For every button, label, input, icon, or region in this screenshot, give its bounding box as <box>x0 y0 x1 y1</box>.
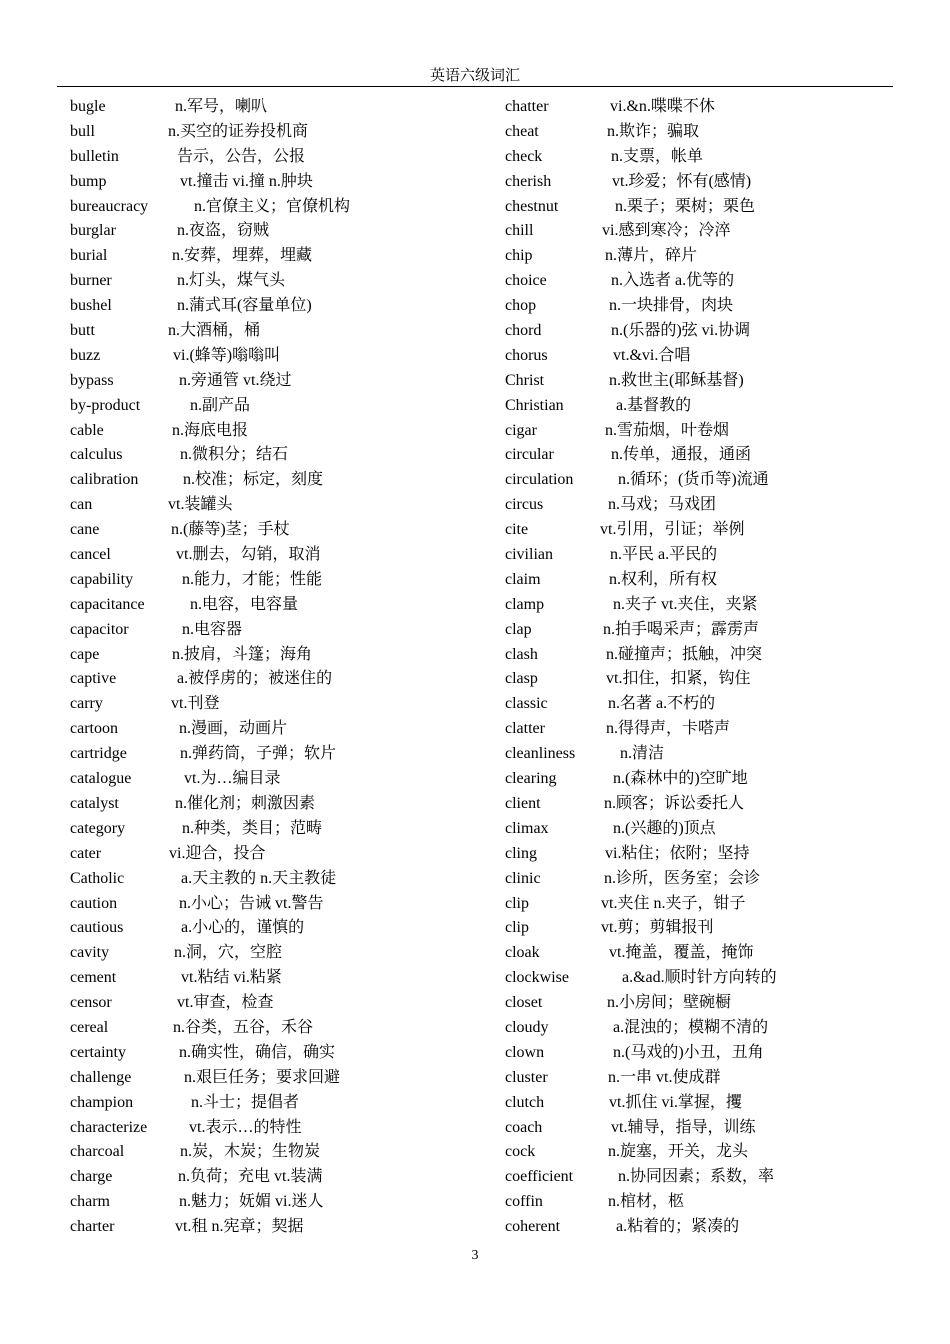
vocab-definition: vt.珍爱；怀有(感情) <box>612 172 752 190</box>
vocab-word: clown <box>505 1043 545 1061</box>
vocab-word: by-product <box>70 396 141 414</box>
vocab-entry <box>70 817 490 842</box>
vocab-entry <box>505 792 925 817</box>
vocab-definition: n.循环；(货币等)流通 <box>618 471 769 489</box>
vocab-definition: n.清洁 <box>620 745 665 763</box>
vocab-definition: vt.审查，检查 <box>177 994 274 1012</box>
vocab-entry <box>70 767 490 792</box>
vocab-definition: n.雪茄烟，叶卷烟 <box>605 421 730 439</box>
vocab-definition: n.谷类，五谷，禾谷 <box>173 1018 314 1036</box>
vocab-entry <box>70 667 490 692</box>
vocab-definition: n.能力，才能；性能 <box>182 570 323 588</box>
vocab-word: civilian <box>505 546 553 564</box>
vocab-word: cautious <box>70 919 124 937</box>
vocab-entry <box>505 892 925 917</box>
vocab-word: clatter <box>505 720 545 738</box>
vocab-entry <box>505 1091 925 1116</box>
vocab-word: cartridge <box>70 745 127 763</box>
vocab-word: chip <box>505 247 533 265</box>
vocab-word: butt <box>70 322 95 340</box>
vocab-definition: vi.迎合，投合 <box>169 844 266 862</box>
vocab-word: Christian <box>505 396 564 414</box>
vocab-definition: n.买空的证券投机商 <box>168 122 309 140</box>
vocab-entry <box>505 344 925 369</box>
vocab-word: chill <box>505 222 534 240</box>
vocab-definition: n.(兴趣的)顶点 <box>613 819 716 837</box>
vocab-definition: n.炭，木炭；生物炭 <box>180 1143 321 1161</box>
vocab-definition: vt.&vi.合唱 <box>613 346 691 364</box>
vocab-word: clasp <box>505 670 538 688</box>
vocab-definition: n.夹子 vt.夹住，夹紧 <box>613 595 758 613</box>
vocab-word: bull <box>70 122 95 140</box>
vocab-entry <box>505 518 925 543</box>
vocab-entry <box>505 419 925 444</box>
vocab-entry <box>70 344 490 369</box>
vocab-word: Catholic <box>70 869 125 887</box>
vocab-word: cancel <box>70 546 111 564</box>
vocab-word: censor <box>70 994 112 1012</box>
vocab-entry <box>505 692 925 717</box>
vocab-entry <box>505 195 925 220</box>
vocab-word: Christ <box>505 371 545 389</box>
vocab-definition: vt.刊登 <box>171 695 220 713</box>
vocab-word: bump <box>70 172 107 190</box>
vocab-word: cavity <box>70 944 110 962</box>
vocab-entry <box>70 394 490 419</box>
vocab-definition: n.名著 a.不朽的 <box>608 695 716 713</box>
vocab-definition: vt.夹住 n.夹子，钳子 <box>601 894 746 912</box>
vocab-entry <box>70 269 490 294</box>
vocab-definition: n.支票，帐单 <box>611 147 704 165</box>
vocab-definition: a.粘着的；紧凑的 <box>616 1218 740 1236</box>
vocab-word: charm <box>70 1193 110 1211</box>
vocab-entry <box>505 468 925 493</box>
vocab-entry <box>505 916 925 941</box>
vocab-definition: n.大酒桶，桶 <box>168 322 261 340</box>
vocab-word: characterize <box>70 1118 148 1136</box>
vocab-word: chorus <box>505 346 548 364</box>
vocab-word: capability <box>70 570 134 588</box>
vocab-entry <box>505 1116 925 1141</box>
vocab-word: cherish <box>505 172 552 190</box>
vocab-definition: n.艰巨任务；要求回避 <box>184 1068 341 1086</box>
vocab-entry <box>70 369 490 394</box>
vocab-word: chatter <box>505 98 549 115</box>
vocab-entry <box>505 593 925 618</box>
vocab-word: closet <box>505 994 543 1012</box>
vocab-word: clap <box>505 620 532 638</box>
vocab-definition: n.魅力；妩媚 vi.迷人 <box>179 1193 324 1211</box>
vocab-entry <box>505 667 925 692</box>
vocab-word: clockwise <box>505 969 569 987</box>
vocab-word: bulletin <box>70 147 119 165</box>
vocab-entry <box>70 244 490 269</box>
vocab-entry <box>505 219 925 244</box>
vocab-word: bureaucracy <box>70 197 149 215</box>
vocab-definition: n.电容器 <box>182 620 243 638</box>
page-number: 3 <box>471 1248 479 1263</box>
vocab-entry <box>70 195 490 220</box>
vocab-definition: n.救世主(耶稣基督) <box>609 371 744 389</box>
vocab-entry <box>505 742 925 767</box>
vocab-definition: n.得得声，卡嗒声 <box>606 720 731 738</box>
vocab-word: caution <box>70 894 118 912</box>
vocab-definition: n.校准；标定，刻度 <box>183 471 324 489</box>
vocab-entry <box>70 468 490 493</box>
vocab-entry <box>505 867 925 892</box>
vocab-entry <box>70 892 490 917</box>
vocab-word: captive <box>70 670 117 688</box>
vocab-word: coefficient <box>505 1168 574 1186</box>
vocab-definition: vt.删去，勾销，取消 <box>176 546 321 564</box>
vocab-definition: n.负荷；充电 vt.装满 <box>178 1168 323 1186</box>
vocab-word: coherent <box>505 1218 561 1236</box>
vocab-definition: n.灯头，煤气头 <box>177 272 286 290</box>
vocab-definition: n.副产品 <box>190 396 251 414</box>
vocab-entry <box>70 294 490 319</box>
vocab-entry <box>505 568 925 593</box>
vocab-definition: n.种类，类目；范畴 <box>182 819 323 837</box>
vocab-definition: n.旋塞，开关，龙头 <box>608 1143 749 1161</box>
vocab-word: coach <box>505 1118 543 1136</box>
vocab-entry <box>70 1215 490 1240</box>
vocab-definition: vi.&n.喋喋不休 <box>610 98 715 115</box>
vocab-entry <box>505 145 925 170</box>
vocab-entry <box>505 618 925 643</box>
vocab-definition: n.斗士；提倡者 <box>191 1093 300 1111</box>
vocab-entry <box>505 842 925 867</box>
vocab-definition: vt.租 n.宪章；契据 <box>175 1218 304 1236</box>
vocab-entry <box>505 991 925 1016</box>
vocab-word: choice <box>505 272 547 290</box>
vocab-entry <box>70 692 490 717</box>
vocab-word: charge <box>70 1168 113 1186</box>
vocab-entry <box>70 1041 490 1066</box>
vocab-entry <box>505 767 925 792</box>
vocab-entry <box>70 1165 490 1190</box>
vocab-entry <box>70 170 490 195</box>
vocab-word: chop <box>505 297 537 315</box>
vocab-definition: n.(森林中的)空旷地 <box>613 770 748 788</box>
vocab-entry <box>505 1215 925 1240</box>
vocab-entry <box>70 966 490 991</box>
vocab-word: can <box>70 496 93 514</box>
vocab-entry <box>505 1140 925 1165</box>
vocab-definition: n.电容，电容量 <box>190 595 299 613</box>
vocab-entry <box>505 319 925 344</box>
vocab-entry <box>70 593 490 618</box>
vocab-entry <box>505 817 925 842</box>
vocab-definition: vt.扣住，扣紧，钩住 <box>606 670 751 688</box>
vocab-definition: n.披肩，斗篷；海角 <box>172 645 313 663</box>
vocab-word: clip <box>505 894 529 912</box>
vocab-word: category <box>70 819 126 837</box>
vocab-definition: n.军号，喇叭 <box>175 98 268 115</box>
vocab-definition: vt.掩盖，覆盖，掩饰 <box>609 944 754 962</box>
vocab-definition: a.混浊的；模糊不清的 <box>613 1018 769 1036</box>
vocab-definition: vi.粘住；依附；坚持 <box>605 844 750 862</box>
vocab-definition: vt.辅导，指导，训练 <box>611 1118 756 1136</box>
vocab-word: catalogue <box>70 770 132 788</box>
vocab-definition: vt.抓住 vi.掌握，攫 <box>609 1093 742 1111</box>
vocab-word: client <box>505 794 541 812</box>
vocab-word: cereal <box>70 1018 109 1036</box>
vocab-entry <box>505 543 925 568</box>
vocab-entry <box>505 294 925 319</box>
vocab-entry <box>70 1066 490 1091</box>
vocab-entry <box>70 867 490 892</box>
vocab-definition: n.栗子；栗树；栗色 <box>615 197 756 215</box>
left-vocabulary-column <box>70 95 490 1240</box>
vocab-definition: a.小心的，谨慎的 <box>181 919 305 937</box>
vocab-definition: n.棺材，柩 <box>608 1193 685 1211</box>
vocab-definition: n.传单，通报，通函 <box>611 446 752 464</box>
vocab-word: cigar <box>505 421 537 439</box>
vocab-definition: n.小房间；壁碗橱 <box>607 994 732 1012</box>
vocab-word: cement <box>70 969 117 987</box>
vocab-entry <box>70 1140 490 1165</box>
vocab-definition: n.顾客；诉讼委托人 <box>604 794 745 812</box>
vocab-word: charcoal <box>70 1143 125 1161</box>
vocab-definition: n.权利，所有权 <box>609 570 718 588</box>
vocab-word: cater <box>70 844 102 862</box>
vocab-word: clamp <box>505 595 545 613</box>
vocab-word: circular <box>505 446 554 464</box>
vocab-word: clutch <box>505 1093 545 1111</box>
vocab-definition: n.诊所，医务室；会诊 <box>604 869 761 887</box>
vocab-definition: n.平民 a.平民的 <box>610 546 718 564</box>
vocab-word: chord <box>505 322 542 340</box>
vocab-definition: n.官僚主义；官僚机构 <box>194 197 351 215</box>
vocab-definition: n.洞，穴，空腔 <box>174 944 283 962</box>
vocab-word: chestnut <box>505 197 559 215</box>
vocab-word: claim <box>505 570 541 588</box>
vocab-entry <box>505 1041 925 1066</box>
vocab-entry <box>70 792 490 817</box>
vocab-word: check <box>505 147 543 165</box>
vocab-definition: vi.(蜂等)嗡嗡叫 <box>173 346 281 364</box>
vocab-word: climax <box>505 819 549 837</box>
vocab-entry <box>70 568 490 593</box>
vocab-word: capacitance <box>70 595 145 613</box>
vocab-entry <box>505 120 925 145</box>
vocab-word: calibration <box>70 471 139 489</box>
vocab-definition: n.弹药筒，子弹；软片 <box>180 745 337 763</box>
vocab-definition: a.被俘虏的；被迷住的 <box>177 670 333 688</box>
vocab-definition: n.确实性，确信，确实 <box>179 1043 336 1061</box>
vocab-entry <box>505 269 925 294</box>
vocab-entry <box>505 443 925 468</box>
vocab-word: classic <box>505 695 548 713</box>
vocab-definition: a.基督教的 <box>616 396 692 414</box>
vocab-word: clash <box>505 645 538 663</box>
vocab-entry <box>70 120 490 145</box>
vocab-definition: n.拍手喝采声；霹雳声 <box>603 620 760 638</box>
vocab-word: cable <box>70 421 104 439</box>
vocab-word: catalyst <box>70 794 119 812</box>
vocab-definition: n.微积分；结石 <box>180 446 289 464</box>
vocab-word: cheat <box>505 122 539 140</box>
vocab-entry <box>70 1016 490 1041</box>
vocab-entry <box>505 966 925 991</box>
vocab-definition: n.催化剂；刺激因素 <box>175 794 316 812</box>
vocab-definition: n.安葬，埋葬，埋藏 <box>172 247 313 265</box>
vocab-entry <box>70 1190 490 1215</box>
vocab-entry <box>505 1190 925 1215</box>
vocab-entry <box>70 95 490 120</box>
vocab-definition: n.旁通管 vt.绕过 <box>179 371 292 389</box>
vocab-definition: 告示，公告，公报 <box>177 147 306 165</box>
vocab-word: clip <box>505 919 529 937</box>
vocab-definition: n.入选者 a.优等的 <box>611 272 735 290</box>
vocab-entry <box>505 1165 925 1190</box>
vocab-entry <box>70 717 490 742</box>
vocab-word: burial <box>70 247 108 265</box>
vocab-definition: a.天主教的 n.天主教徒 <box>181 869 337 887</box>
vocab-definition: n.(乐器的)弦 vi.协调 <box>611 322 751 340</box>
vocab-entry <box>70 518 490 543</box>
vocab-word: cartoon <box>70 720 118 738</box>
vocab-entry <box>70 1091 490 1116</box>
vocab-definition: n.协同因素；系数，率 <box>618 1168 775 1186</box>
vocab-word: circulation <box>505 471 574 489</box>
vocab-word: bushel <box>70 297 112 315</box>
vocab-word: cock <box>505 1143 536 1161</box>
vocab-definition: n.漫画，动画片 <box>179 720 288 738</box>
vocab-entry <box>70 145 490 170</box>
vocab-word: cane <box>70 521 100 539</box>
vocab-entry <box>70 916 490 941</box>
vocab-entry <box>505 170 925 195</box>
vocab-definition: n.薄片，碎片 <box>605 247 698 265</box>
vocab-word: cape <box>70 645 100 663</box>
vocab-entry <box>505 394 925 419</box>
vocab-definition: n.马戏；马戏团 <box>608 496 717 514</box>
vocab-entry <box>70 991 490 1016</box>
vocab-entry <box>505 244 925 269</box>
vocab-definition: vt.撞击 vi.撞 n.肿块 <box>180 172 313 190</box>
vocab-entry <box>70 1116 490 1141</box>
vocab-word: cite <box>505 521 529 539</box>
vocab-word: champion <box>70 1093 134 1111</box>
vocab-definition: vt.表示…的特性 <box>189 1118 302 1136</box>
vocab-entry <box>505 95 925 120</box>
vocab-word: calculus <box>70 446 123 464</box>
vocab-entry <box>70 493 490 518</box>
vocab-definition: n.(藤等)茎；手杖 <box>171 521 290 539</box>
vocab-definition: vt.剪；剪辑报刊 <box>601 919 714 937</box>
vocab-definition: n.碰撞声；抵触，冲突 <box>606 645 763 663</box>
vocab-word: burner <box>70 272 112 290</box>
vocab-definition: vt.为…编目录 <box>184 770 281 788</box>
vocab-entry <box>505 941 925 966</box>
vocab-entry <box>70 443 490 468</box>
header-divider <box>57 86 893 87</box>
vocab-definition: n.小心；告诫 vt.警告 <box>179 894 324 912</box>
vocab-entry <box>70 941 490 966</box>
vocab-entry <box>505 369 925 394</box>
vocab-word: certainty <box>70 1043 126 1061</box>
vocab-word: coffin <box>505 1193 543 1211</box>
vocab-entry <box>70 419 490 444</box>
vocab-definition: n.一块排骨，肉块 <box>609 297 734 315</box>
vocab-entry <box>505 493 925 518</box>
vocab-definition: a.&ad.顺时针方向转的 <box>622 969 777 987</box>
vocab-word: cloak <box>505 944 540 962</box>
vocab-entry <box>70 319 490 344</box>
vocab-entry <box>70 219 490 244</box>
vocab-definition: n.(马戏的)小丑，丑角 <box>613 1043 764 1061</box>
vocab-definition: n.一串 vt.使成群 <box>608 1068 721 1086</box>
vocab-word: challenge <box>70 1068 132 1086</box>
vocab-entry <box>505 1066 925 1091</box>
vocab-word: clearing <box>505 770 557 788</box>
vocab-word: buzz <box>70 346 101 364</box>
vocab-word: bugle <box>70 98 106 115</box>
page-header-title: 英语六级词汇 <box>429 68 520 84</box>
vocab-word: cleanliness <box>505 745 576 763</box>
vocab-entry <box>505 643 925 668</box>
vocab-word: cluster <box>505 1068 548 1086</box>
vocab-word: carry <box>70 695 103 713</box>
vocab-word: burglar <box>70 222 116 240</box>
vocab-entry <box>505 717 925 742</box>
vocab-entry <box>70 842 490 867</box>
vocab-definition: n.海底电报 <box>172 421 249 439</box>
vocab-definition: vt.粘结 vi.粘紧 <box>181 969 282 987</box>
vocab-definition: vi.感到寒冷；冷淬 <box>602 222 731 240</box>
vocab-entry <box>70 618 490 643</box>
right-vocabulary-column <box>505 95 925 1240</box>
vocab-entry <box>70 543 490 568</box>
vocab-definition: vt.引用，引证；举例 <box>600 521 745 539</box>
vocab-word: cling <box>505 844 537 862</box>
vocab-definition: vt.装罐头 <box>168 496 233 514</box>
vocab-definition: n.蒲式耳(容量单位) <box>177 297 312 315</box>
vocab-entry <box>505 1016 925 1041</box>
vocab-word: clinic <box>505 869 541 887</box>
vocab-entry <box>70 643 490 668</box>
vocab-word: charter <box>70 1218 115 1236</box>
vocab-word: circus <box>505 496 544 514</box>
vocab-definition: n.夜盗，窃贼 <box>177 222 270 240</box>
vocab-word: cloudy <box>505 1018 549 1036</box>
vocab-word: capacitor <box>70 620 129 638</box>
vocab-entry <box>70 742 490 767</box>
vocab-word: bypass <box>70 371 114 389</box>
vocab-definition: n.欺诈；骗取 <box>607 122 700 140</box>
